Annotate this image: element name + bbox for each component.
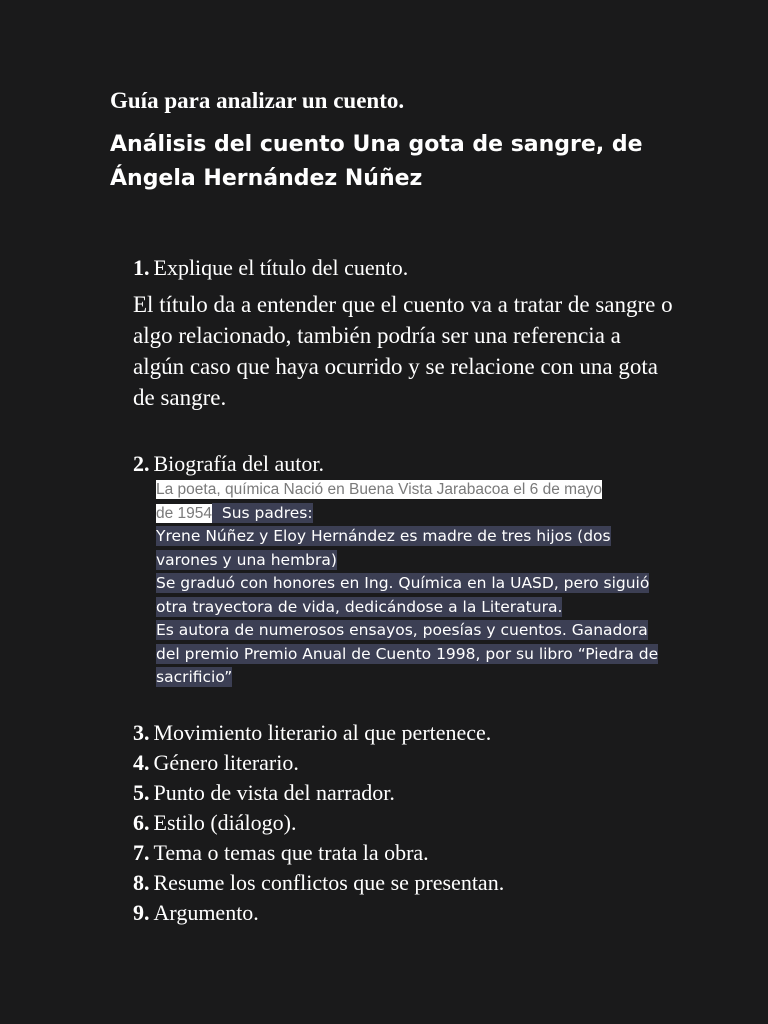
- question-list: [133, 718, 504, 928]
- answer-1: El título da a entender que el cuento va a tratar de sangre o algo relacionado, también podría ser una referencia a algún caso que haya ocurrido y se relacione con una gota de sangre.: [133, 292, 673, 410]
- question-number: 1.: [133, 255, 150, 280]
- biography-block: [156, 478, 666, 690]
- biography-copied-line: La poeta, química Nació en Buena Vista Jarabacoa el 6 de mayo: [156, 481, 603, 498]
- biography-parents-label: Sus padres:: [212, 503, 313, 523]
- list-item: 3. Movimiento literario al que pertenece.: [133, 720, 492, 745]
- list-item: 4. Género literario.: [133, 750, 299, 775]
- list-item: 8. Resume los conflictos que se presentan.: [133, 870, 505, 895]
- question-text: Biografía del autor.: [153, 451, 324, 476]
- question-number: 2.: [133, 451, 150, 476]
- biography-parents: Yrene Núñez y Eloy Hernández es madre de tres hijos (dos varones y una hembra): [156, 527, 611, 569]
- question-2: [133, 449, 324, 479]
- document-subtitle: Análisis del cuento Una gota de sangre, de Ángela Hernández Núñez: [110, 132, 643, 191]
- document-title: Guía para analizar un cuento.: [110, 88, 405, 113]
- biography-studies: Se graduó con honores en Ing. Química en la UASD, pero siguió otra trayectora de vida, dedicándose a la Literatura.: [156, 574, 650, 616]
- biography-copied-line: de 1954: [156, 504, 213, 522]
- list-item: 5. Punto de vista del narrador.: [133, 780, 395, 805]
- list-item: 7. Tema o temas que trata la obra.: [133, 840, 429, 865]
- question-text: Explique el título del cuento.: [153, 255, 409, 280]
- list-item: 9. Argumento.: [133, 900, 259, 925]
- list-item: 6. Estilo (diálogo).: [133, 810, 297, 835]
- biography-works: Es autora de numerosos ensayos, poesías y cuentos. Ganadora del premio Premio Anual de Cuento 1998, por su libro “Piedra de sacrificio”: [156, 621, 659, 686]
- question-1: [133, 253, 408, 283]
